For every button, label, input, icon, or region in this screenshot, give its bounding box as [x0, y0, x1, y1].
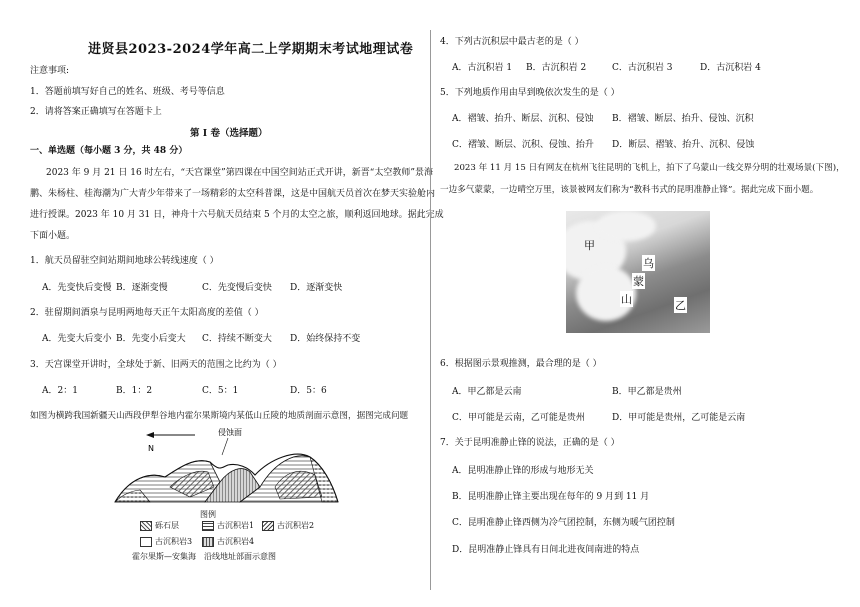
- notice-item-1: 1．答题前填写好自己的姓名、班级、考号等信息: [30, 87, 225, 97]
- gravel-swatch-icon: [140, 521, 152, 531]
- label-meng: 蒙: [633, 275, 644, 288]
- q3-option-d[interactable]: D．5：6: [290, 386, 327, 396]
- north-label: N: [148, 444, 154, 453]
- passage1-line3: 进行授课。2023 年 10 月 31 日，神舟十六号航天员结束 5 个月的太空之旅，顺利返回地球。据此完成: [30, 210, 444, 220]
- passage3-line2: 一边多气蒙蒙，一边晴空万里，该景被网友们称为“教科书式的昆明准静止锋”。据此完成下面小题。: [440, 185, 819, 195]
- exam-title: 进贤县2023-2024学年高二上学期期末考试地理试卷: [88, 42, 414, 57]
- passage1-line2: 鹏、朱杨柱、桂海潮为广大青少年带来了一场精彩的太空科普课，这是中国航天员首次在梦天实验舱内: [30, 189, 436, 199]
- q4-stem: 4．下列古沉积层中最古老的是（ ）: [440, 37, 584, 47]
- q6-stem: 6．根据图示景观推测，最合理的是（ ）: [440, 359, 602, 369]
- q6-option-d[interactable]: D．甲可能是贵州，乙可能是云南: [612, 413, 746, 423]
- q7-option-c[interactable]: C．昆明准静止锋西侧为冷气团控制，东侧为暖气团控制: [452, 518, 675, 528]
- wumeng-mountain-photo: [566, 211, 710, 333]
- column-divider: [430, 30, 431, 590]
- part-title: 一、单选题（每小题 3 分，共 48 分）: [30, 146, 188, 156]
- passage1-line1: 2023 年 9 月 21 日 16 时左右，“天宫课堂”第四课在中国空间站正式开讲，新晋“太空教师”景海: [46, 168, 433, 178]
- rock1-swatch-icon: [202, 521, 214, 531]
- rock2-swatch-icon: [262, 521, 274, 531]
- q2-option-a[interactable]: A．先变大后变小: [42, 334, 112, 344]
- rock4-swatch-icon: [202, 537, 214, 547]
- q1-option-b[interactable]: B．逐渐变慢: [116, 283, 168, 293]
- q2-stem: 2．驻留期间酒泉与昆明两地每天正午太阳高度的差值（ ）: [30, 308, 264, 318]
- q1-option-c[interactable]: C．先变慢后变快: [202, 283, 272, 293]
- passage2-line1: 如图为横跨我国新疆天山西段伊犁谷地内霍尔果斯境内某低山丘陵的地质剖面示意图，据图完成问题: [30, 411, 409, 421]
- north-arrow-head: [146, 432, 154, 438]
- q7-stem: 7．关于昆明准静止锋的说法，正确的是（ ）: [440, 438, 620, 448]
- notice-heading: 注意事项:: [30, 66, 70, 76]
- q3-option-a[interactable]: A．2：1: [42, 386, 78, 396]
- notice-item-2: 2．请将答案正确填写在答题卡上: [30, 107, 162, 117]
- q5-option-c[interactable]: C．褶皱、断层、沉积、侵蚀、抬升: [452, 140, 594, 150]
- q4-option-d[interactable]: D．古沉积岩 4: [700, 63, 761, 73]
- legend-gravel: 砾石层: [140, 520, 179, 531]
- q1-option-a[interactable]: A．先变快后变慢: [42, 283, 112, 293]
- q7-option-b[interactable]: B．昆明准静止锋主要出现在每年的 9 月到 11 月: [452, 492, 650, 502]
- q4-option-a[interactable]: A．古沉积岩 1: [452, 63, 513, 73]
- q2-option-c[interactable]: C．持续不断变大: [202, 334, 272, 344]
- cloud-shape: [596, 211, 656, 241]
- legend-rock-2: 古沉积岩2: [262, 520, 314, 531]
- label-yi: 乙: [675, 299, 686, 312]
- q3-option-b[interactable]: B．1：2: [116, 386, 153, 396]
- legend-title: 图例: [200, 510, 216, 519]
- q5-option-b[interactable]: B．褶皱、断层、抬升、侵蚀、沉积: [612, 114, 754, 124]
- legend-rock-1: 古沉积岩1: [202, 520, 254, 531]
- legend-rock-3: 古沉积岩3: [140, 536, 192, 547]
- label-shan: 山: [621, 293, 632, 306]
- legend-rock-4: 古沉积岩4: [202, 536, 254, 547]
- rock3-swatch-icon: [140, 537, 152, 547]
- q6-option-a[interactable]: A．甲乙都是云南: [452, 387, 522, 397]
- q5-option-d[interactable]: D．断层、褶皱、抬升、沉积、侵蚀: [612, 140, 755, 150]
- label-wu: 乌: [643, 257, 654, 270]
- q7-option-a[interactable]: A．昆明准静止锋的形成与地形无关: [452, 466, 594, 476]
- diagram-caption: 霍尔果斯—安集海 沿线地址部面示意图: [132, 552, 276, 561]
- passage3-line1: 2023 年 11 月 15 日有网友在杭州飞往昆明的飞机上，拍下了乌蒙山一线交界分明的壮观场景(下图)，: [454, 163, 845, 173]
- q2-option-b[interactable]: B．先变小后变大: [116, 334, 186, 344]
- q2-option-d[interactable]: D．始终保持不变: [290, 334, 361, 344]
- q1-stem: 1．航天员留驻空间站期间地球公转线速度（ ）: [30, 256, 219, 266]
- q4-option-b[interactable]: B．古沉积岩 2: [526, 63, 587, 73]
- label-jia: 甲: [584, 239, 595, 252]
- q3-option-c[interactable]: C．5：1: [202, 386, 239, 396]
- section-title: 第 I 卷（选择题）: [190, 128, 268, 139]
- erosion-label: 侵蚀面: [218, 428, 242, 437]
- q7-option-d[interactable]: D．昆明准静止锋具有日间北进夜间南进的特点: [452, 545, 640, 555]
- q6-option-b[interactable]: B．甲乙都是贵州: [612, 387, 682, 397]
- q4-option-c[interactable]: C．古沉积岩 3: [612, 63, 673, 73]
- q5-stem: 5．下列地质作用由早到晚依次发生的是（ ）: [440, 88, 620, 98]
- q3-stem: 3．天宫课堂开讲时，全球处于新、旧两天的范围之比约为（ ）: [30, 360, 282, 370]
- q5-option-a[interactable]: A．褶皱、抬升、断层、沉积、侵蚀: [452, 114, 594, 124]
- q6-option-c[interactable]: C．甲可能是云南，乙可能是贵州: [452, 413, 585, 423]
- passage1-line4: 下面小题。: [30, 231, 76, 241]
- q1-option-d[interactable]: D．逐渐变快: [290, 283, 343, 293]
